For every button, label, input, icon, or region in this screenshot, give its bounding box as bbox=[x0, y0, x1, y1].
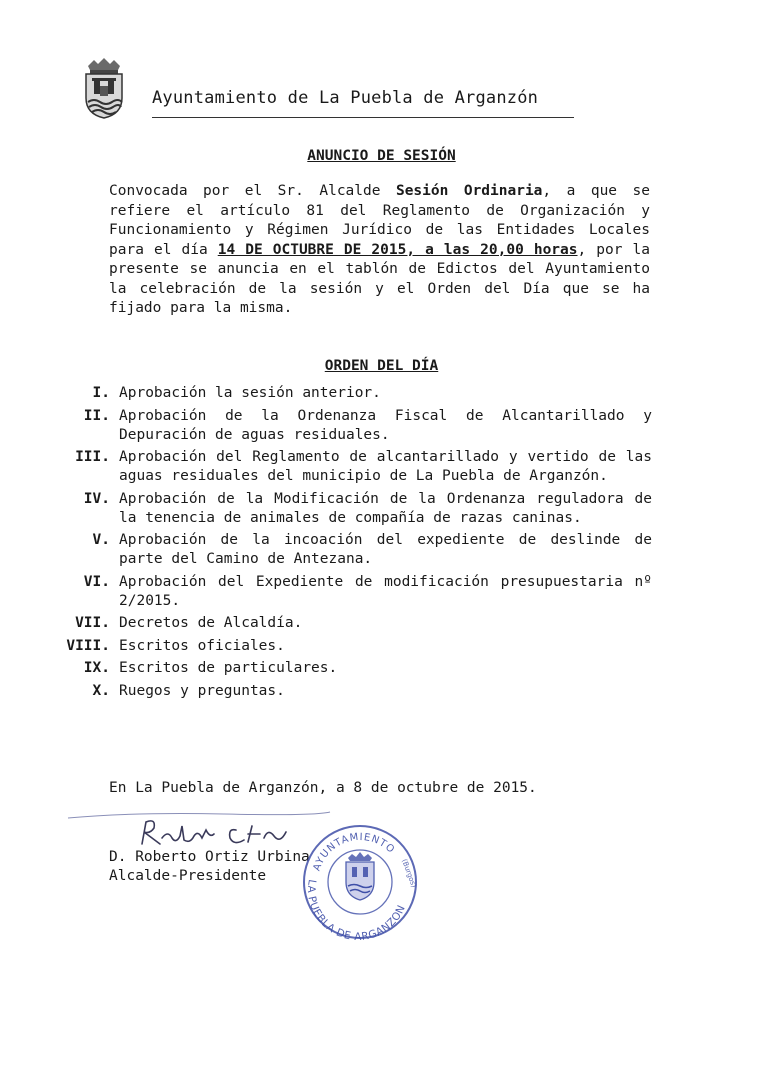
agenda-item-text: Aprobación del Reglamento de alcantarillado y vertido de las aguas residuales del municipio de La Puebla de Arganzón. bbox=[119, 449, 652, 484]
agenda-item-number: I. bbox=[92, 385, 110, 401]
agenda-item-number: II. bbox=[83, 407, 110, 424]
agenda-item-number: VI. bbox=[83, 573, 110, 590]
agenda-item-text: Aprobación del Expediente de modificación presupuestaria nº 2/2015. bbox=[119, 573, 652, 609]
agenda-item-number: VIII. bbox=[66, 637, 110, 654]
agenda-item bbox=[60, 659, 652, 678]
agenda-item bbox=[60, 682, 652, 701]
agenda-item-text: Ruegos y preguntas. bbox=[119, 682, 285, 699]
intro-text-1: Convocada por el Sr. Alcalde bbox=[109, 183, 396, 199]
agenda-item-text: Aprobación de la Ordenanza Fiscal de Alcantarillado y Depuración de aguas residuales. bbox=[119, 407, 652, 443]
agenda-item bbox=[60, 614, 652, 633]
intro-text-3: , por la presente se anuncia en el tablón de Edictos del Ayuntamiento la celebración de la sesión y el Orden del Día que se ha fijado para la misma. bbox=[109, 241, 650, 316]
svg-text:LA PUEBLA DE ARGANZON: LA PUEBLA DE ARGANZON bbox=[304, 878, 409, 943]
coat-of-arms-icon bbox=[80, 56, 128, 120]
agenda-item-text: Escritos de particulares. bbox=[119, 660, 338, 676]
agenda-item bbox=[60, 448, 652, 486]
agenda-item bbox=[60, 407, 652, 445]
agenda-item-number: VII. bbox=[75, 615, 110, 631]
agenda-item bbox=[60, 531, 652, 569]
svg-text:(Burgos): (Burgos) bbox=[400, 857, 418, 889]
session-date: 14 DE OCTUBRE DE 2015, a las 20,00 horas bbox=[217, 241, 578, 258]
document-title: ANUNCIO DE SESIÓN bbox=[307, 148, 456, 164]
agenda-item-number: IV. bbox=[83, 490, 110, 507]
agenda-item-text: Aprobación de la incoación del expediente de deslinde de parte del Camino de Antezana. bbox=[119, 532, 652, 567]
agenda-item-number: IX. bbox=[83, 660, 110, 676]
agenda-item bbox=[60, 637, 652, 656]
svg-text:AYUNTAMIENTO: AYUNTAMIENTO bbox=[311, 831, 397, 873]
agenda-item-number: V. bbox=[92, 532, 110, 548]
agenda-item-text: Aprobación la sesión anterior. bbox=[119, 385, 381, 401]
agenda-list bbox=[60, 384, 652, 704]
signer-role: Alcalde-Presidente bbox=[109, 868, 267, 884]
agenda-item bbox=[60, 384, 652, 403]
signer-name: D. Roberto Ortiz Urbina bbox=[109, 849, 310, 865]
signer-block bbox=[109, 848, 310, 886]
agenda-item-text: Aprobación de la Modificación de la Ordenanza reguladora de la tenencia de animales de compañía de razas caninas. bbox=[119, 490, 652, 526]
place-and-date: En La Puebla de Arganzón, a 8 de octubre de 2015. bbox=[109, 780, 537, 796]
agenda-item-number: X. bbox=[92, 682, 110, 699]
header-divider bbox=[152, 117, 574, 118]
intro-text-2: , a que se refiere el artículo 81 del Reglamento de Organización y Funcionamiento y Régimen Jurídico de las Entidades Locales para el día bbox=[109, 183, 650, 258]
agenda-item bbox=[60, 490, 652, 528]
organization-name: Ayuntamiento de La Puebla de Arganzón bbox=[152, 88, 539, 108]
agenda-item bbox=[60, 573, 652, 611]
session-type: Sesión Ordinaria bbox=[395, 183, 543, 199]
agenda-item-number: III. bbox=[75, 449, 110, 465]
agenda-title: ORDEN DEL DÍA bbox=[324, 358, 439, 374]
intro-paragraph bbox=[109, 182, 650, 319]
official-seal-stamp bbox=[298, 820, 422, 944]
agenda-item-text: Decretos de Alcaldía. bbox=[119, 615, 303, 631]
agenda-item-text: Escritos oficiales. bbox=[119, 637, 285, 654]
